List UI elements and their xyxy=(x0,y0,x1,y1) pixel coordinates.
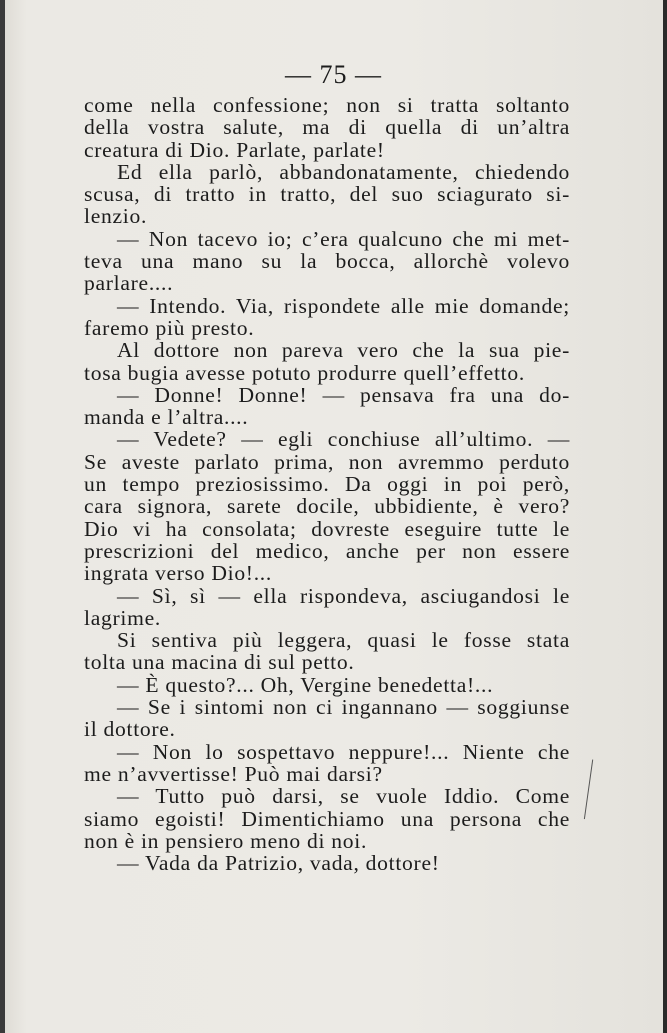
text-line: Ed ella parlò, abbandonatamente, chiedendo xyxy=(117,159,570,184)
text-line: prescrizioni del medico, anche per non essere xyxy=(84,538,570,563)
text-line: — Sì, sì — ella rispondeva, asciugandosi le xyxy=(117,583,570,608)
text-line: non è in pensiero meno di noi. xyxy=(84,828,368,853)
text-line: il dottore. xyxy=(84,717,176,742)
text-line: tosa bugia avesse potuto produrre quell’effetto. xyxy=(84,360,525,385)
page-body-text xyxy=(84,94,570,874)
text-line: lenzio. xyxy=(84,204,148,229)
text-line: faremo più presto. xyxy=(84,315,255,340)
text-line: creatura di Dio. Parlate, parlate! xyxy=(84,137,385,162)
text-line: Se aveste parlato prima, non avremmo perduto xyxy=(84,449,570,474)
text-line: — Se i sintomi non ci ingannano — soggiunse xyxy=(117,695,570,720)
text-line: — Vedete? — egli conchiuse all’ultimo. — xyxy=(117,427,570,452)
text-line: — Vada da Patrizio, vada, dottore! xyxy=(117,851,440,876)
text-line: — Non tacevo io; c’era qualcuno che mi met- xyxy=(117,226,570,251)
text-line: cara signora, sarete docile, ubbidiente, è vero? xyxy=(84,494,570,519)
text-line: parlare.... xyxy=(84,271,174,296)
margin-pencil-mark xyxy=(584,760,603,821)
text-line: Si sentiva più leggera, quasi le fosse stata xyxy=(117,628,570,653)
page-right-edge xyxy=(663,0,667,1033)
text-line: manda e l’altra.... xyxy=(84,405,249,430)
text-line: ingrata verso Dio!... xyxy=(84,561,272,586)
page-number: — 75 — xyxy=(285,60,382,89)
text-line: della vostra salute, ma di quella di un’altra xyxy=(84,115,570,140)
text-line: teva una mano su la bocca, allorchè volevo xyxy=(84,249,570,274)
text-line: — Donne! Donne! — pensava fra una do- xyxy=(117,382,570,407)
text-line: come nella confessione; non si tratta soltanto xyxy=(84,93,570,117)
text-line: Dio vi ha consolata; dovreste eseguire tutte le xyxy=(84,516,570,541)
text-line: siamo egoisti! Dimentichiamo una persona che xyxy=(84,806,570,831)
text-line: — È questo?... Oh, Vergine benedetta!... xyxy=(117,672,494,697)
text-line: — Intendo. Via, rispondete alle mie domande; xyxy=(117,293,570,318)
text-line: scusa, di tratto in tratto, del suo sciagurato si- xyxy=(84,182,570,207)
text-line: tolta una macina di sul petto. xyxy=(84,650,355,675)
text-line: un tempo preziosissimo. Da oggi in poi però, xyxy=(84,472,570,497)
text-line: — Non lo sospettavo neppure!... Niente che xyxy=(117,739,570,764)
text-line: Al dottore non pareva vero che la sua pie- xyxy=(117,338,570,363)
text-line: lagrime. xyxy=(84,605,161,630)
text-line: me n’avvertisse! Può mai darsi? xyxy=(84,761,383,786)
text-line: — Tutto può darsi, se vuole Iddio. Come xyxy=(117,784,570,809)
page-left-edge xyxy=(0,0,5,1033)
